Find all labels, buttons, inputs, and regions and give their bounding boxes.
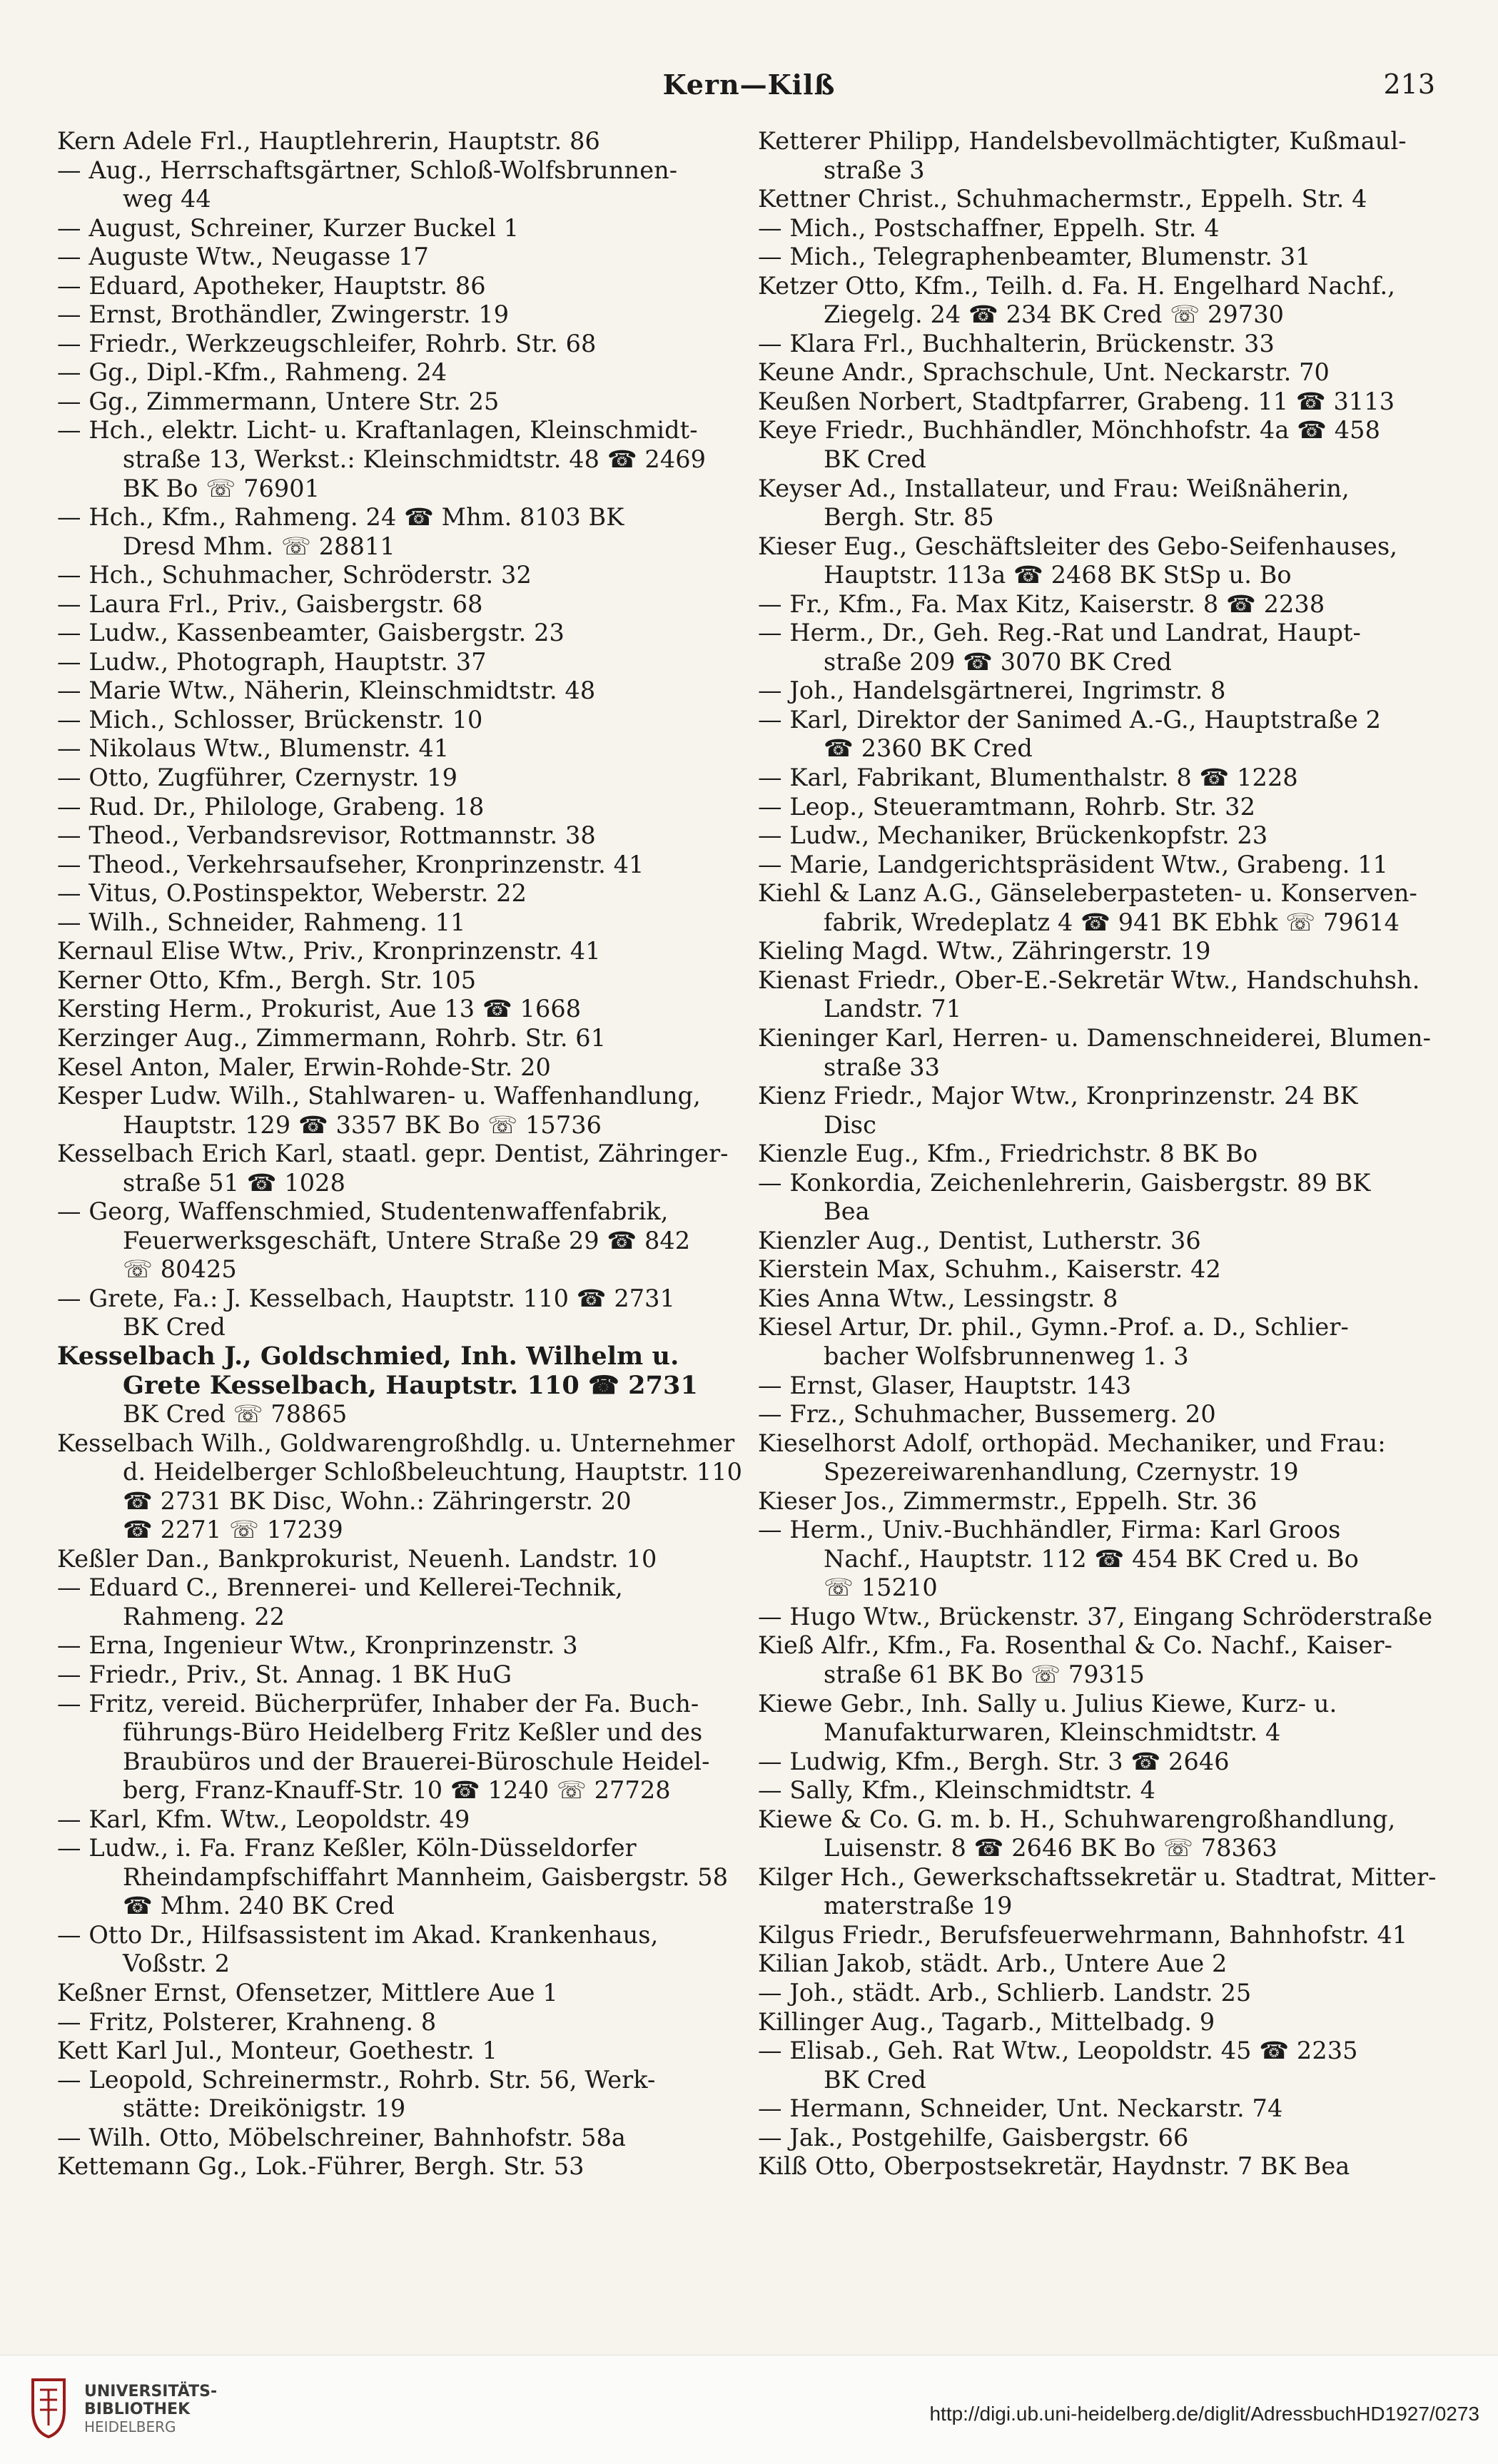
- directory-entry-line: — Hch., Schuhmacher, Schröderstr. 32: [57, 561, 532, 589]
- directory-entry-line: Kesel Anton, Maler, Erwin-Rohde-Str. 20: [57, 1053, 551, 1081]
- directory-entry-line: — August, Schreiner, Kurzer Buckel 1: [57, 213, 520, 242]
- directory-entry-line: Kienzle Eug., Kfm., Friedrichstr. 8 BK Bo: [758, 1140, 1258, 1168]
- left-column: [57, 127, 742, 2181]
- directory-entry-line: — Friedr., Werkzeugschleifer, Rohrb. Str. 68: [57, 329, 597, 358]
- directory-entry-line: — Georg, Waffenschmied, Studentenwaffenfabrik,: [57, 1197, 669, 1226]
- directory-entry-line: Kieling Magd. Wtw., Zähringerstr. 19: [758, 937, 1211, 965]
- directory-entry-line: Kiewe Gebr., Inh. Sally u. Julius Kiewe, Kurz- u.: [758, 1689, 1337, 1718]
- directory-entry-line: Killinger Aug., Tagarb., Mittelbadg. 9: [758, 2007, 1215, 2036]
- directory-entry-line: Keßner Ernst, Ofensetzer, Mittlere Aue 1: [57, 1979, 558, 2007]
- directory-entry-line: d. Heidelberger Schloßbeleuchtung, Hauptstr. 110: [123, 1458, 742, 1486]
- directory-entry-line: Kesper Ludw. Wilh., Stahlwaren- u. Waffenhandlung,: [57, 1082, 701, 1110]
- directory-entry-line: — Erna, Ingenieur Wtw., Kronprinzenstr. 3: [57, 1631, 578, 1660]
- directory-entry-line: BK Cred: [824, 2065, 926, 2094]
- directory-entry-line: Kieß Alfr., Kfm., Fa. Rosenthal & Co. Nachf., Kaiser-: [758, 1631, 1393, 1660]
- directory-entry-line: Kienz Friedr., Major Wtw., Kronprinzenstr. 24 BK: [758, 1082, 1358, 1110]
- directory-entry-line: — Theod., Verbandsrevisor, Rottmannstr. 38: [57, 821, 596, 850]
- directory-entry-line: — Karl, Kfm. Wtw., Leopoldstr. 49: [57, 1805, 470, 1833]
- directory-entry-line: Dresd Mhm. ☏ 28811: [123, 532, 395, 560]
- directory-entry-line: — Auguste Wtw., Neugasse 17: [57, 243, 429, 271]
- directory-entry-line: Kesselbach J., Goldschmied, Inh. Wilhelm u.: [57, 1342, 679, 1371]
- university-seal-icon[interactable]: [27, 2376, 70, 2440]
- directory-entry-line: — Joh., Handelsgärtnerei, Ingrimstr. 8: [758, 676, 1226, 705]
- directory-entry-line: BK Cred: [824, 445, 926, 474]
- directory-entry-line: Keune Andr., Sprachschule, Unt. Neckarstr. 70: [758, 358, 1330, 387]
- directory-entry-line: Kieninger Karl, Herren- u. Damenschneiderei, Blumen-: [758, 1023, 1432, 1052]
- directory-entry-line: — Wilh. Otto, Möbelschreiner, Bahnhofstr. 58a: [57, 2123, 626, 2151]
- directory-entry-line: Kienzler Aug., Dentist, Lutherstr. 36: [758, 1226, 1201, 1254]
- directory-entry-line: — Nikolaus Wtw., Blumenstr. 41: [57, 734, 450, 763]
- directory-entry-line: Kilß Otto, Oberpostsekretär, Haydnstr. 7 BK Bea: [758, 2152, 1350, 2181]
- directory-entry-line: Kett Karl Jul., Monteur, Goethestr. 1: [57, 2037, 498, 2065]
- directory-entry-line: — Gg., Zimmermann, Untere Str. 25: [57, 387, 500, 415]
- directory-entry-line: Kesselbach Wilh., Goldwarengroßhdlg. u. Unternehmer: [57, 1429, 735, 1457]
- directory-entry-line: Bea: [824, 1197, 870, 1226]
- directory-entry-line: — Otto Dr., Hilfsassistent im Akad. Krankenhaus,: [57, 1920, 659, 1949]
- directory-entry-line: führungs-Büro Heidelberg Fritz Keßler und des: [123, 1718, 703, 1747]
- directory-entry-line: — Eduard C., Brennerei- und Kellerei-Technik,: [57, 1573, 623, 1602]
- directory-entry-line: ☏ 15210: [824, 1573, 938, 1602]
- directory-entry-line: — Wilh., Schneider, Rahmeng. 11: [57, 908, 466, 936]
- directory-entry-line: — Leopold, Schreinermstr., Rohrb. Str. 56, Werk-: [57, 2065, 656, 2094]
- directory-entry-line: — Hermann, Schneider, Unt. Neckarstr. 74: [758, 2094, 1283, 2123]
- directory-entry-line: straße 13, Werkst.: Kleinschmidtstr. 48 ☎ 2469: [123, 445, 707, 474]
- directory-entry-line: — Aug., Herrschaftsgärtner, Schloß-Wolfsbrunnen-: [57, 156, 678, 184]
- directory-entry-line: — Ludw., Kassenbeamter, Gaisbergstr. 23: [57, 619, 565, 647]
- directory-entry-line: — Joh., städt. Arb., Schlierb. Landstr. 25: [758, 1979, 1252, 2007]
- directory-entry-line: — Ernst, Brothändler, Zwingerstr. 19: [57, 300, 510, 329]
- directory-entry-line: Kettner Christ., Schuhmachermstr., Eppelh. Str. 4: [758, 185, 1367, 213]
- directory-entry-line: — Klara Frl., Buchhalterin, Brückenstr. 33: [758, 329, 1275, 358]
- directory-entry-line: — Fr., Kfm., Fa. Max Kitz, Kaiserstr. 8 ☎ 2238: [758, 589, 1325, 618]
- directory-entry-line: Disc: [824, 1110, 876, 1139]
- library-line-3: HEIDELBERG: [84, 2418, 176, 2435]
- directory-entry-line: Kilian Jakob, städt. Arb., Untere Aue 2: [758, 1950, 1228, 1978]
- directory-entry-line: Kieser Eug., Geschäftsleiter des Gebo-Seifenhauses,: [758, 532, 1398, 560]
- directory-entry-line: — Gg., Dipl.-Kfm., Rahmeng. 24: [57, 358, 447, 387]
- directory-entry-line: — Hch., Kfm., Rahmeng. 24 ☎ Mhm. 8103 BK: [57, 503, 624, 532]
- directory-entry-line: BK Cred ☏ 78865: [123, 1400, 348, 1429]
- viewer-footer: [0, 2355, 1498, 2464]
- directory-entry-line: Kierstein Max, Schuhm., Kaiserstr. 42: [758, 1255, 1221, 1284]
- directory-entry-line: — Karl, Direktor der Sanimed A.-G., Hauptstraße 2: [758, 705, 1382, 734]
- directory-entry-line: — Fritz, vereid. Bücherprüfer, Inhaber der Fa. Buch-: [57, 1689, 699, 1718]
- directory-entry-line: Keyser Ad., Installateur, und Frau: Weißnäherin,: [758, 474, 1350, 502]
- directory-entry-line: straße 33: [824, 1053, 941, 1081]
- directory-entry-line: ☎ 2271 ☏ 17239: [123, 1516, 343, 1544]
- directory-entry-line: Keußen Norbert, Stadtpfarrer, Grabeng. 11 ☎ 3113: [758, 387, 1395, 415]
- directory-entry-line: bacher Wolfsbrunnenweg 1. 3: [824, 1342, 1189, 1370]
- directory-entry-line: Kerzinger Aug., Zimmermann, Rohrb. Str. 61: [57, 1023, 607, 1052]
- directory-entry-line: Hauptstr. 129 ☎ 3357 BK Bo ☏ 15736: [123, 1110, 602, 1139]
- directory-entry-line: straße 51 ☎ 1028: [123, 1168, 345, 1197]
- directory-entry-line: Spezereiwarenhandlung, Czernystr. 19: [824, 1458, 1299, 1486]
- directory-entry-line: weg 44: [123, 185, 211, 213]
- library-line-1: UNIVERSITÄTS-: [84, 2383, 218, 2400]
- directory-entry-line: berg, Franz-Knauff-Str. 10 ☎ 1240 ☏ 27728: [123, 1776, 671, 1805]
- directory-entry-line: Kies Anna Wtw., Lessingstr. 8: [758, 1284, 1118, 1312]
- directory-entry-line: Kiehl & Lanz A.G., Gänseleberpasteten- u. Konserven-: [758, 879, 1417, 908]
- directory-entry-line: — Laura Frl., Priv., Gaisbergstr. 68: [57, 589, 483, 618]
- directory-entry-line: — Theod., Verkehrsaufseher, Kronprinzenstr. 41: [57, 850, 644, 878]
- directory-entry-line: materstraße 19: [824, 1892, 1013, 1920]
- directory-entry-line: Nachf., Hauptstr. 112 ☎ 454 BK Cred u. Bo: [824, 1544, 1359, 1573]
- directory-entry-line: Kern Adele Frl., Hauptlehrerin, Hauptstr. 86: [57, 127, 600, 155]
- directory-entry-line: — Marie, Landgerichtspräsident Wtw., Grabeng. 11: [758, 850, 1389, 878]
- directory-entry-line: Ziegelg. 24 ☎ 234 BK Cred ☏ 29730: [824, 300, 1285, 329]
- directory-entry-line: — Marie Wtw., Näherin, Kleinschmidtstr. 48: [57, 676, 596, 705]
- right-column: [758, 127, 1442, 2181]
- directory-entry-line: Kesselbach Erich Karl, staatl. gepr. Dentist, Zähringer-: [57, 1140, 729, 1168]
- directory-entry-line: — Ludw., i. Fa. Franz Keßler, Köln-Düsseldorfer: [57, 1834, 637, 1862]
- directory-entry-line: ☎ 2360 BK Cred: [824, 734, 1033, 763]
- directory-entry-line: — Leop., Steueramtmann, Rohrb. Str. 32: [758, 792, 1256, 821]
- directory-entry-line: BK Bo ☏ 76901: [123, 474, 320, 502]
- directory-entry-line: — Sally, Kfm., Kleinschmidtstr. 4: [758, 1776, 1156, 1805]
- directory-entry-line: Kersting Herm., Prokurist, Aue 13 ☎ 1668: [57, 995, 582, 1023]
- directory-entry-line: — Ludwig, Kfm., Bergh. Str. 3 ☎ 2646: [758, 1747, 1230, 1775]
- directory-entry-line: Kilgus Friedr., Berufsfeuerwehrmann, Bahnhofstr. 41: [758, 1920, 1408, 1949]
- directory-entry-line: Kerner Otto, Kfm., Bergh. Str. 105: [57, 965, 477, 994]
- directory-entry-line: — Ludw., Mechaniker, Brückenkopfstr. 23: [758, 821, 1268, 850]
- directory-entry-line: — Herm., Univ.-Buchhändler, Firma: Karl Groos: [758, 1516, 1341, 1544]
- directory-entry-line: — Friedr., Priv., St. Annag. 1 BK HuG: [57, 1660, 512, 1688]
- permalink-url[interactable]: http://digi.ub.uni-heidelberg.de/diglit/AdressbuchHD1927/0273: [929, 2403, 1479, 2425]
- directory-entry-line: — Ludw., Photograph, Hauptstr. 37: [57, 647, 487, 676]
- directory-entry-line: — Mich., Schlosser, Brückenstr. 10: [57, 705, 483, 734]
- directory-entry-line: Ketzer Otto, Kfm., Teilh. d. Fa. H. Engelhard Nachf.,: [758, 271, 1396, 300]
- directory-entry-line: — Rud. Dr., Philologe, Grabeng. 18: [57, 792, 485, 821]
- directory-entry-line: — Frz., Schuhmacher, Bussemerg. 20: [758, 1400, 1216, 1429]
- directory-entry-line: ☏ 80425: [123, 1255, 237, 1284]
- directory-entry-line: — Hugo Wtw., Brückenstr. 37, Eingang Schröderstraße: [758, 1602, 1433, 1631]
- directory-entry-line: straße 3: [824, 156, 925, 184]
- directory-entry-line: Landstr. 71: [824, 995, 962, 1023]
- directory-entry-line: Braubüros und der Brauerei-Büroschule Heidel-: [123, 1747, 710, 1775]
- directory-entry-line: Kienast Friedr., Ober-E.-Sekretär Wtw., Handschuhsh.: [758, 965, 1420, 994]
- directory-entry-line: Kiesel Artur, Dr. phil., Gymn.-Prof. a. D., Schlier-: [758, 1313, 1349, 1342]
- directory-entry-line: ☎ 2731 BK Disc, Wohn.: Zähringerstr. 20: [123, 1486, 632, 1515]
- directory-entry-line: — Herm., Dr., Geh. Reg.-Rat und Landrat, Haupt-: [758, 619, 1361, 647]
- directory-entry-line: Manufakturwaren, Kleinschmidtstr. 4: [824, 1718, 1281, 1747]
- directory-entry-line: Bergh. Str. 85: [824, 503, 994, 532]
- directory-entry-line: stätte: Dreikönigstr. 19: [123, 2094, 406, 2123]
- directory-entry-line: — Vitus, O.Postinspektor, Weberstr. 22: [57, 879, 527, 908]
- directory-entry-line: Rheindampfschiffahrt Mannheim, Gaisbergstr. 58: [123, 1862, 729, 1891]
- directory-entry-line: — Karl, Fabrikant, Blumenthalstr. 8 ☎ 1228: [758, 764, 1298, 792]
- directory-entry-line: Keye Friedr., Buchhändler, Mönchhofstr. 4a ☎ 458: [758, 416, 1381, 445]
- directory-entry-line: Kettemann Gg., Lok.-Führer, Bergh. Str. 53: [57, 2152, 584, 2181]
- page-header: [0, 69, 1498, 106]
- directory-entry-line: Voßstr. 2: [123, 1950, 231, 1978]
- directory-entry-line: Feuerwerksgeschäft, Untere Straße 29 ☎ 842: [123, 1226, 691, 1254]
- directory-entry-line: straße 61 BK Bo ☏ 79315: [824, 1660, 1145, 1688]
- library-name[interactable]: [84, 2383, 217, 2436]
- directory-entry-line: fabrik, Wredeplatz 4 ☎ 941 BK Ebhk ☏ 79614: [824, 908, 1400, 936]
- running-head: Kern—Kilß: [662, 69, 836, 101]
- directory-entry-line: Luisenstr. 8 ☎ 2646 BK Bo ☏ 78363: [824, 1834, 1277, 1862]
- directory-entry-line: Keßler Dan., Bankprokurist, Neuenh. Landstr. 10: [57, 1544, 657, 1573]
- directory-entry-line: — Eduard, Apotheker, Hauptstr. 86: [57, 271, 486, 300]
- directory-entry-line: straße 209 ☎ 3070 BK Cred: [824, 647, 1173, 676]
- directory-entry-line: — Konkordia, Zeichenlehrerin, Gaisbergstr. 89 BK: [758, 1168, 1371, 1197]
- directory-entry-line: — Fritz, Polsterer, Krahneng. 8: [57, 2007, 437, 2036]
- directory-entry-line: — Ernst, Glaser, Hauptstr. 143: [758, 1371, 1132, 1399]
- directory-entry-line: Grete Kesselbach, Hauptstr. 110 ☎ 2731: [123, 1371, 698, 1400]
- directory-entry-line: — Hch., elektr. Licht- u. Kraftanlagen, Kleinschmidt-: [57, 416, 698, 445]
- directory-entry-line: Hauptstr. 113a ☎ 2468 BK StSp u. Bo: [824, 561, 1292, 589]
- directory-entry-line: — Mich., Postschaffner, Eppelh. Str. 4: [758, 213, 1220, 242]
- directory-entry-line: ☎ Mhm. 240 BK Cred: [123, 1892, 395, 1920]
- directory-entry-line: Kernaul Elise Wtw., Priv., Kronprinzenstr. 41: [57, 937, 601, 965]
- directory-entry-line: — Mich., Telegraphenbeamter, Blumenstr. 31: [758, 243, 1311, 271]
- directory-entry-line: — Otto, Zugführer, Czernystr. 19: [57, 764, 458, 792]
- directory-entry-line: Ketterer Philipp, Handelsbevollmächtigter, Kußmaul-: [758, 127, 1407, 155]
- library-line-2: BIBLIOTHEK: [84, 2400, 191, 2418]
- directory-entry-line: Kieselhorst Adolf, orthopäd. Mechaniker, und Frau:: [758, 1429, 1386, 1457]
- directory-entry-line: Rahmeng. 22: [123, 1602, 285, 1631]
- directory-entry-line: — Elisab., Geh. Rat Wtw., Leopoldstr. 45 ☎ 2235: [758, 2037, 1358, 2065]
- page-number: 213: [1383, 69, 1435, 100]
- directory-entry-line: Kiewe & Co. G. m. b. H., Schuhwarengroßhandlung,: [758, 1805, 1396, 1833]
- directory-entry-line: — Grete, Fa.: J. Kesselbach, Hauptstr. 110 ☎ 2731: [57, 1284, 675, 1312]
- directory-entry-line: Kieser Jos., Zimmermstr., Eppelh. Str. 36: [758, 1486, 1257, 1515]
- directory-entry-line: BK Cred: [123, 1313, 226, 1342]
- directory-entry-line: — Jak., Postgehilfe, Gaisbergstr. 66: [758, 2123, 1189, 2151]
- directory-entry-line: Kilger Hch., Gewerkschaftssekretär u. Stadtrat, Mitter-: [758, 1862, 1437, 1891]
